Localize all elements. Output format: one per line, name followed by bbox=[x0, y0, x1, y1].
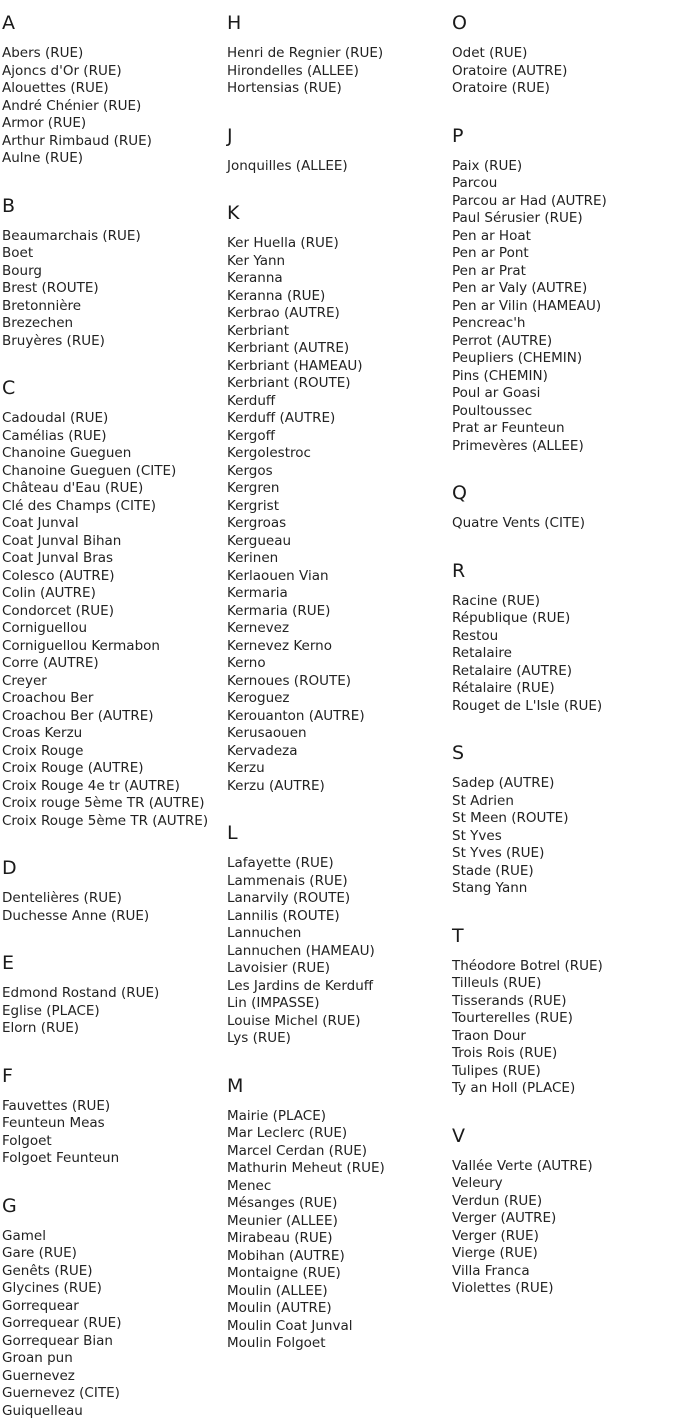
street-link[interactable]: Poultoussec bbox=[452, 403, 675, 421]
street-link[interactable]: Guiquelleau bbox=[2, 1403, 225, 1420]
street-link[interactable]: Corniguellou Kermabon bbox=[2, 638, 225, 656]
street-list-m bbox=[227, 1108, 450, 1353]
street-link[interactable]: Primevères (ALLEE) bbox=[452, 438, 675, 456]
street-link[interactable]: Paix (RUE) bbox=[452, 158, 675, 176]
street-link[interactable]: Gorrequear Bian bbox=[2, 1333, 225, 1351]
street-link[interactable]: Pen ar Hoat bbox=[452, 228, 675, 246]
street-link[interactable]: Croix Rouge bbox=[2, 743, 225, 761]
street-link[interactable]: Gare (RUE) bbox=[2, 1245, 225, 1263]
street-list-e bbox=[2, 985, 225, 1038]
street-link[interactable]: Elorn (RUE) bbox=[2, 1020, 225, 1038]
street-link[interactable]: Menec bbox=[227, 1178, 450, 1196]
street-link[interactable]: Croas Kerzu bbox=[2, 725, 225, 743]
street-link[interactable]: Kerouanton (AUTRE) bbox=[227, 708, 450, 726]
street-link[interactable]: Mairie (PLACE) bbox=[227, 1108, 450, 1126]
street-link[interactable]: Verger (AUTRE) bbox=[452, 1210, 675, 1228]
street-link[interactable]: Mirabeau (RUE) bbox=[227, 1230, 450, 1248]
street-link[interactable]: Pencreac'h bbox=[452, 315, 675, 333]
street-link[interactable]: Kergueau bbox=[227, 533, 450, 551]
street-link[interactable]: Croix rouge 5ème TR (AUTRE) bbox=[2, 795, 225, 813]
street-link[interactable]: Colesco (AUTRE) bbox=[2, 568, 225, 586]
street-link[interactable]: Rétalaire (RUE) bbox=[452, 680, 675, 698]
street-link[interactable]: Moulin Folgoet bbox=[227, 1335, 450, 1353]
street-link[interactable]: Kergren bbox=[227, 480, 450, 498]
street-link[interactable]: Moulin (AUTRE) bbox=[227, 1300, 450, 1318]
street-link[interactable]: Kerduff (AUTRE) bbox=[227, 410, 450, 428]
street-link[interactable]: Chanoine Gueguen (CITE) bbox=[2, 463, 225, 481]
section-header-c: C bbox=[2, 377, 225, 399]
street-link[interactable]: Glycines (RUE) bbox=[2, 1280, 225, 1298]
street-link[interactable]: Ajoncs d'Or (RUE) bbox=[2, 63, 225, 81]
street-link[interactable]: Château d'Eau (RUE) bbox=[2, 480, 225, 498]
street-link[interactable]: Restou bbox=[452, 628, 675, 646]
street-link[interactable]: Croix Rouge (AUTRE) bbox=[2, 760, 225, 778]
street-link[interactable]: Retalaire (AUTRE) bbox=[452, 663, 675, 681]
section-header-a: A bbox=[2, 12, 225, 34]
section-header-g: G bbox=[2, 1195, 225, 1217]
street-link[interactable]: Coat Junval Bihan bbox=[2, 533, 225, 551]
street-link[interactable]: Bretonnière bbox=[2, 298, 225, 316]
street-link[interactable]: Marcel Cerdan (RUE) bbox=[227, 1143, 450, 1161]
street-list-q bbox=[452, 515, 675, 533]
street-list-d bbox=[2, 890, 225, 925]
street-link[interactable]: Paul Sérusier (RUE) bbox=[452, 210, 675, 228]
street-link[interactable]: Keranna (RUE) bbox=[227, 288, 450, 306]
street-link[interactable]: Groan pun bbox=[2, 1350, 225, 1368]
street-link[interactable]: Prat ar Feunteun bbox=[452, 420, 675, 438]
street-link[interactable]: Hortensias (RUE) bbox=[227, 80, 450, 98]
section-header-j: J bbox=[227, 125, 450, 147]
street-link[interactable]: Bourg bbox=[2, 263, 225, 281]
street-link[interactable]: Théodore Botrel (RUE) bbox=[452, 958, 675, 976]
street-link[interactable]: Trois Rois (RUE) bbox=[452, 1045, 675, 1063]
street-link[interactable]: Keroguez bbox=[227, 690, 450, 708]
street-list-r bbox=[452, 593, 675, 716]
street-link[interactable]: Hirondelles (ALLEE) bbox=[227, 63, 450, 81]
section-header-f: F bbox=[2, 1065, 225, 1087]
street-list-t bbox=[452, 958, 675, 1098]
street-list-o bbox=[452, 45, 675, 98]
street-link[interactable]: Villa Franca bbox=[452, 1263, 675, 1281]
street-link[interactable]: Kernevez bbox=[227, 620, 450, 638]
street-link[interactable]: Kerbriant (HAMEAU) bbox=[227, 358, 450, 376]
street-link[interactable]: Ker Yann bbox=[227, 253, 450, 271]
street-link[interactable]: Kergos bbox=[227, 463, 450, 481]
street-link[interactable]: Lin (IMPASSE) bbox=[227, 995, 450, 1013]
street-link[interactable]: Lannuchen (HAMEAU) bbox=[227, 943, 450, 961]
section-header-t: T bbox=[452, 925, 675, 947]
street-link[interactable]: Kergrist bbox=[227, 498, 450, 516]
street-list-k bbox=[227, 235, 450, 795]
street-link[interactable]: Brezechen bbox=[2, 315, 225, 333]
street-link[interactable]: Lanarvily (ROUTE) bbox=[227, 890, 450, 908]
street-link[interactable]: Kerbrao (AUTRE) bbox=[227, 305, 450, 323]
street-link[interactable]: Bruyères (RUE) bbox=[2, 333, 225, 351]
street-link[interactable]: Pen ar Pont bbox=[452, 245, 675, 263]
street-link[interactable]: Parcou bbox=[452, 175, 675, 193]
street-link[interactable]: Quatre Vents (CITE) bbox=[452, 515, 675, 533]
street-link[interactable]: Lafayette (RUE) bbox=[227, 855, 450, 873]
street-link[interactable]: Mar Leclerc (RUE) bbox=[227, 1125, 450, 1143]
street-link[interactable]: Mésanges (RUE) bbox=[227, 1195, 450, 1213]
street-list-h bbox=[227, 45, 450, 98]
street-link[interactable]: Mathurin Meheut (RUE) bbox=[227, 1160, 450, 1178]
section-header-b: B bbox=[2, 195, 225, 217]
street-link[interactable]: Croix Rouge 5ème TR (AUTRE) bbox=[2, 813, 225, 831]
section-header-k: K bbox=[227, 202, 450, 224]
street-link[interactable]: Condorcet (RUE) bbox=[2, 603, 225, 621]
street-link[interactable]: Kerzu bbox=[227, 760, 450, 778]
street-link[interactable]: Duchesse Anne (RUE) bbox=[2, 908, 225, 926]
street-link[interactable]: Folgoet Feunteun bbox=[2, 1150, 225, 1168]
street-link[interactable]: Eglise (PLACE) bbox=[2, 1003, 225, 1021]
street-link[interactable]: Chanoine Gueguen bbox=[2, 445, 225, 463]
street-link[interactable]: Armor (RUE) bbox=[2, 115, 225, 133]
street-link[interactable]: Tilleuls (RUE) bbox=[452, 975, 675, 993]
street-link[interactable]: Croachou Ber bbox=[2, 690, 225, 708]
street-link[interactable]: Keranna bbox=[227, 270, 450, 288]
street-link[interactable]: St Adrien bbox=[452, 793, 675, 811]
street-list-c bbox=[2, 410, 225, 830]
street-link[interactable]: Traon Dour bbox=[452, 1028, 675, 1046]
street-link[interactable]: Folgoet bbox=[2, 1133, 225, 1151]
street-link[interactable]: Kerno bbox=[227, 655, 450, 673]
street-link[interactable]: Pen ar Valy (AUTRE) bbox=[452, 280, 675, 298]
street-link[interactable]: Moulin Coat Junval bbox=[227, 1318, 450, 1336]
street-link[interactable]: St Meen (ROUTE) bbox=[452, 810, 675, 828]
column-1 bbox=[0, 10, 225, 1420]
street-link[interactable]: Kermaria bbox=[227, 585, 450, 603]
street-link[interactable]: Kerinen bbox=[227, 550, 450, 568]
street-link[interactable]: Ker Huella (RUE) bbox=[227, 235, 450, 253]
street-list-j bbox=[227, 158, 450, 176]
street-link[interactable]: Perrot (AUTRE) bbox=[452, 333, 675, 351]
street-link[interactable]: Oratoire (RUE) bbox=[452, 80, 675, 98]
street-link[interactable]: Corniguellou bbox=[2, 620, 225, 638]
street-link[interactable]: Sadep (AUTRE) bbox=[452, 775, 675, 793]
street-link[interactable]: Kervadeza bbox=[227, 743, 450, 761]
street-list-s bbox=[452, 775, 675, 898]
street-link[interactable]: Camélias (RUE) bbox=[2, 428, 225, 446]
street-link[interactable]: Pen ar Prat bbox=[452, 263, 675, 281]
section-header-m: M bbox=[227, 1075, 450, 1097]
street-link[interactable]: Guernevez (CITE) bbox=[2, 1385, 225, 1403]
street-link[interactable]: Vierge (RUE) bbox=[452, 1245, 675, 1263]
street-link[interactable]: Genêts (RUE) bbox=[2, 1263, 225, 1281]
street-link[interactable]: Tourterelles (RUE) bbox=[452, 1010, 675, 1028]
section-header-l: L bbox=[227, 822, 450, 844]
street-list-b bbox=[2, 228, 225, 351]
street-list-p bbox=[452, 158, 675, 456]
street-link[interactable]: Croix Rouge 4e tr (AUTRE) bbox=[2, 778, 225, 796]
street-link[interactable]: Peupliers (CHEMIN) bbox=[452, 350, 675, 368]
street-link[interactable]: Mobihan (AUTRE) bbox=[227, 1248, 450, 1266]
section-header-s: S bbox=[452, 742, 675, 764]
street-link[interactable]: République (RUE) bbox=[452, 610, 675, 628]
street-list-v bbox=[452, 1158, 675, 1298]
section-header-e: E bbox=[2, 952, 225, 974]
street-link[interactable]: Arthur Rimbaud (RUE) bbox=[2, 133, 225, 151]
street-link[interactable]: Odet (RUE) bbox=[452, 45, 675, 63]
street-link[interactable]: Clé des Champs (CITE) bbox=[2, 498, 225, 516]
section-header-q: Q bbox=[452, 482, 675, 504]
street-link[interactable]: Kerzu (AUTRE) bbox=[227, 778, 450, 796]
column-3 bbox=[450, 10, 675, 1298]
street-link[interactable]: Gamel bbox=[2, 1228, 225, 1246]
column-2 bbox=[225, 10, 450, 1353]
street-link[interactable]: St Yves (RUE) bbox=[452, 845, 675, 863]
street-link[interactable]: Creyer bbox=[2, 673, 225, 691]
street-link[interactable]: Kerduff bbox=[227, 393, 450, 411]
street-link[interactable]: Kerlaouen Vian bbox=[227, 568, 450, 586]
street-link[interactable]: Meunier (ALLEE) bbox=[227, 1213, 450, 1231]
street-link[interactable]: Fauvettes (RUE) bbox=[2, 1098, 225, 1116]
street-link[interactable]: Feunteun Meas bbox=[2, 1115, 225, 1133]
street-link[interactable]: Kernoues (ROUTE) bbox=[227, 673, 450, 691]
street-link[interactable]: Kerusaouen bbox=[227, 725, 450, 743]
street-link[interactable]: Montaigne (RUE) bbox=[227, 1265, 450, 1283]
street-link[interactable]: Veleury bbox=[452, 1175, 675, 1193]
street-link[interactable]: Les Jardins de Kerduff bbox=[227, 978, 450, 996]
street-link[interactable]: Aulne (RUE) bbox=[2, 150, 225, 168]
street-list-a bbox=[2, 45, 225, 168]
street-link[interactable]: Kergroas bbox=[227, 515, 450, 533]
street-link[interactable]: Edmond Rostand (RUE) bbox=[2, 985, 225, 1003]
street-link[interactable]: Coat Junval bbox=[2, 515, 225, 533]
street-link[interactable]: Lavoisier (RUE) bbox=[227, 960, 450, 978]
street-link[interactable]: Vallée Verte (AUTRE) bbox=[452, 1158, 675, 1176]
street-link[interactable]: Cadoudal (RUE) bbox=[2, 410, 225, 428]
street-link[interactable]: St Yves bbox=[452, 828, 675, 846]
section-header-d: D bbox=[2, 857, 225, 879]
street-link[interactable]: Corre (AUTRE) bbox=[2, 655, 225, 673]
street-link[interactable]: Guernevez bbox=[2, 1368, 225, 1386]
street-link[interactable]: Oratoire (AUTRE) bbox=[452, 63, 675, 81]
street-link[interactable]: Lys (RUE) bbox=[227, 1030, 450, 1048]
street-link[interactable]: Kerbriant (AUTRE) bbox=[227, 340, 450, 358]
street-link[interactable]: Kerbriant bbox=[227, 323, 450, 341]
street-link[interactable]: Rouget de L'Isle (RUE) bbox=[452, 698, 675, 716]
street-list-l bbox=[227, 855, 450, 1048]
street-link[interactable]: Pins (CHEMIN) bbox=[452, 368, 675, 386]
street-link[interactable]: Jonquilles (ALLEE) bbox=[227, 158, 450, 176]
street-link[interactable]: Racine (RUE) bbox=[452, 593, 675, 611]
street-link[interactable]: Abers (RUE) bbox=[2, 45, 225, 63]
street-link[interactable]: Tulipes (RUE) bbox=[452, 1063, 675, 1081]
street-list-g bbox=[2, 1228, 225, 1420]
street-link[interactable]: Louise Michel (RUE) bbox=[227, 1013, 450, 1031]
street-link[interactable]: Violettes (RUE) bbox=[452, 1280, 675, 1298]
street-link[interactable]: Retalaire bbox=[452, 645, 675, 663]
section-header-r: R bbox=[452, 560, 675, 582]
street-link[interactable]: Dentelières (RUE) bbox=[2, 890, 225, 908]
street-link[interactable]: Kergoff bbox=[227, 428, 450, 446]
street-link[interactable]: Lannilis (ROUTE) bbox=[227, 908, 450, 926]
section-header-v: V bbox=[452, 1125, 675, 1147]
section-header-o: O bbox=[452, 12, 675, 34]
street-link[interactable]: Poul ar Goasi bbox=[452, 385, 675, 403]
street-link[interactable]: Parcou ar Had (AUTRE) bbox=[452, 193, 675, 211]
street-link[interactable]: Verger (RUE) bbox=[452, 1228, 675, 1246]
street-link[interactable]: Stang Yann bbox=[452, 880, 675, 898]
street-link[interactable]: Henri de Regnier (RUE) bbox=[227, 45, 450, 63]
street-link[interactable]: Moulin (ALLEE) bbox=[227, 1283, 450, 1301]
street-link[interactable]: Pen ar Vilin (HAMEAU) bbox=[452, 298, 675, 316]
street-link[interactable]: Colin (AUTRE) bbox=[2, 585, 225, 603]
street-link[interactable]: Gorrequear bbox=[2, 1298, 225, 1316]
street-link[interactable]: Stade (RUE) bbox=[452, 863, 675, 881]
street-link[interactable]: Lammenais (RUE) bbox=[227, 873, 450, 891]
street-link[interactable]: Kergolestroc bbox=[227, 445, 450, 463]
section-header-p: P bbox=[452, 125, 675, 147]
street-link[interactable]: Gorrequear (RUE) bbox=[2, 1315, 225, 1333]
street-link[interactable]: Kermaria (RUE) bbox=[227, 603, 450, 621]
section-header-h: H bbox=[227, 12, 450, 34]
street-link[interactable]: Lannuchen bbox=[227, 925, 450, 943]
street-link[interactable]: Ty an Holl (PLACE) bbox=[452, 1080, 675, 1098]
street-link[interactable]: Verdun (RUE) bbox=[452, 1193, 675, 1211]
street-link[interactable]: Beaumarchais (RUE) bbox=[2, 228, 225, 246]
street-link[interactable]: Boet bbox=[2, 245, 225, 263]
street-link[interactable]: Kernevez Kerno bbox=[227, 638, 450, 656]
street-link[interactable]: Brest (ROUTE) bbox=[2, 280, 225, 298]
street-link[interactable]: André Chénier (RUE) bbox=[2, 98, 225, 116]
street-link[interactable]: Coat Junval Bras bbox=[2, 550, 225, 568]
street-list-f bbox=[2, 1098, 225, 1168]
street-link[interactable]: Tisserands (RUE) bbox=[452, 993, 675, 1011]
street-link[interactable]: Alouettes (RUE) bbox=[2, 80, 225, 98]
street-link[interactable]: Croachou Ber (AUTRE) bbox=[2, 708, 225, 726]
street-link[interactable]: Kerbriant (ROUTE) bbox=[227, 375, 450, 393]
